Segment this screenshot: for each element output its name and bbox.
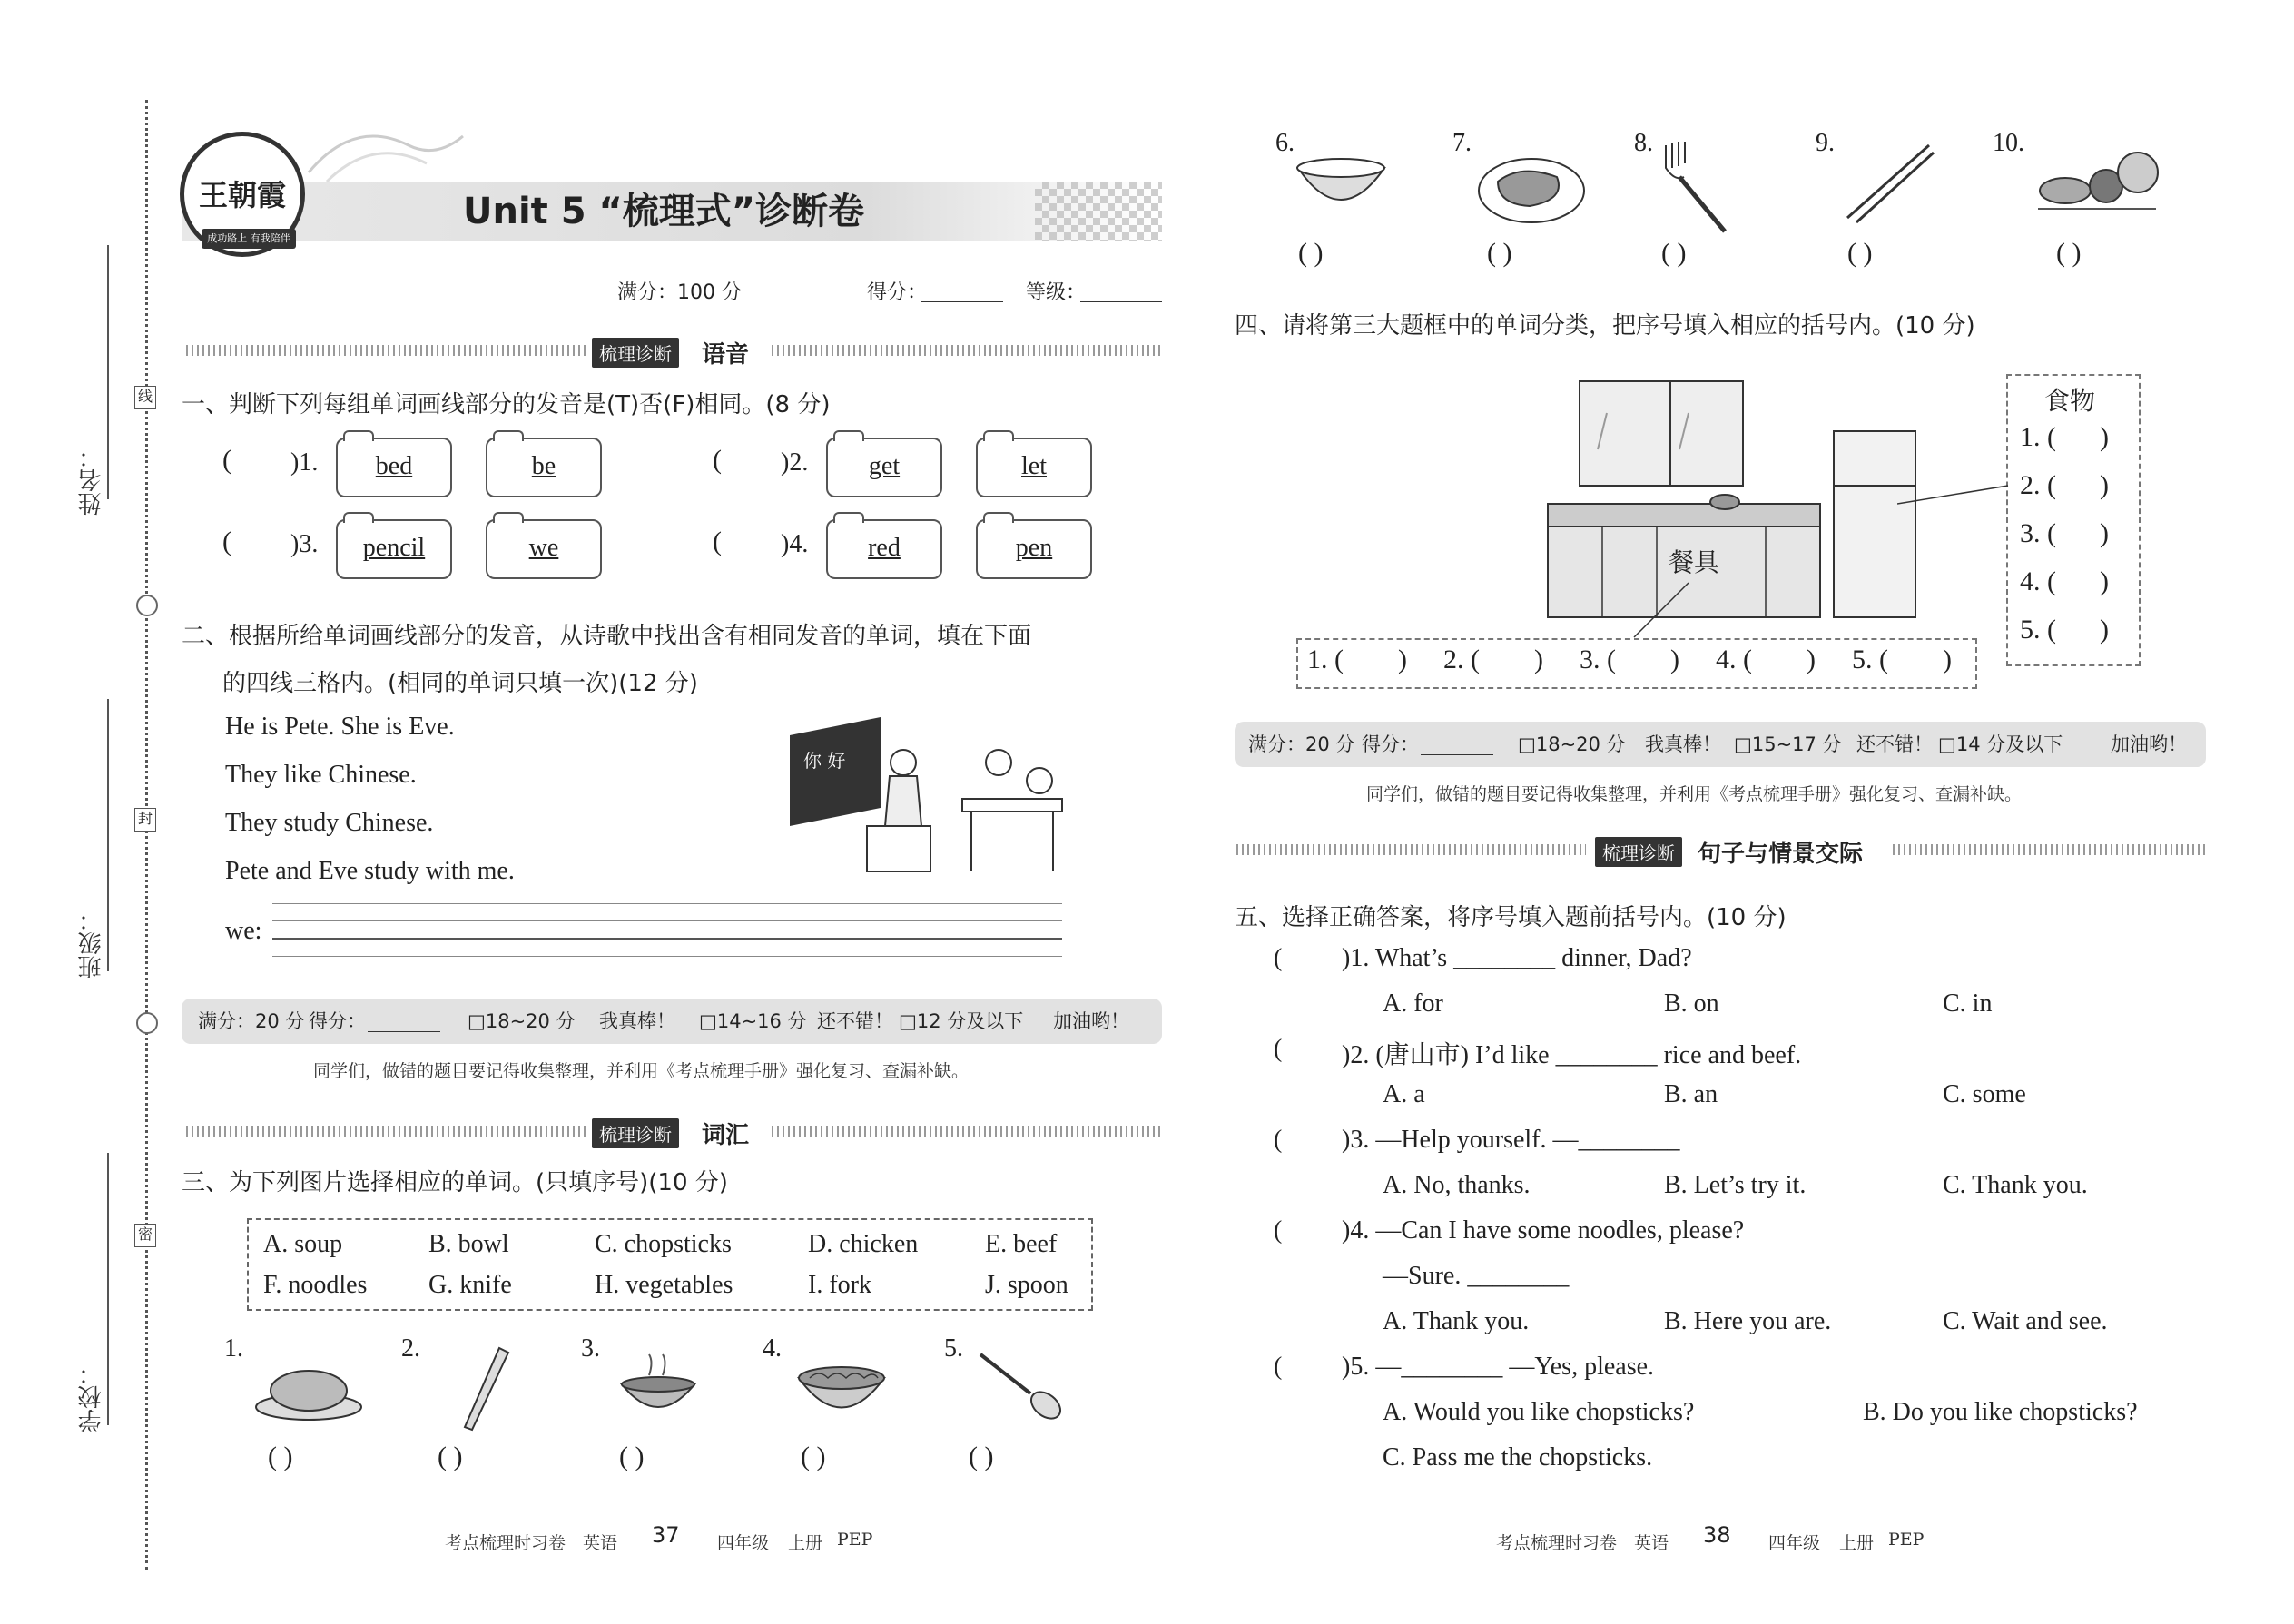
food-slot[interactable] (2020, 422, 2109, 453)
slot-open: 3. ( (2020, 518, 2056, 548)
section-tag: 梳理诊断 (592, 1118, 679, 1148)
food-slot[interactable] (2020, 615, 2109, 645)
word-card (486, 519, 602, 579)
word: red (868, 534, 901, 562)
food-slot[interactable] (2020, 566, 2109, 597)
tableware-slot[interactable] (1580, 645, 1679, 675)
slot-close: ) (1398, 645, 1407, 674)
name-label: 姓名： (78, 445, 105, 516)
answer-paren[interactable]: ( ) (801, 1442, 826, 1471)
seal-char-seal: 封 (134, 808, 156, 832)
poem-line: They like Chinese. (225, 761, 417, 789)
word-option: F. noodles (263, 1271, 368, 1299)
option-c: C. Thank you. (1943, 1171, 2088, 1199)
slot-close: ) (2100, 422, 2109, 452)
beef-picture (1475, 150, 1589, 227)
logo-ribbon: 成功路上 有我陪伴 (202, 229, 296, 249)
word-option: E. beef (985, 1230, 1058, 1258)
school-underline (107, 1153, 109, 1425)
answer-paren[interactable]: ( (1274, 1035, 1283, 1063)
score-obtained-blank[interactable] (368, 1031, 440, 1032)
page-number: 38 (1703, 1522, 1731, 1548)
blackboard-text: 你 好 (803, 750, 846, 772)
seal-char-dense: 密 (134, 1224, 156, 1247)
score-option-text: 还不错！ (817, 1010, 893, 1032)
score-full: 满分：20 分 (1248, 733, 1355, 755)
binding-dotted-line (145, 100, 148, 1570)
footer-book: 考点梳理时习卷 (445, 1533, 566, 1553)
word-option: G. knife (428, 1271, 512, 1299)
binding-hole-top (136, 595, 158, 616)
picture-number: 6. (1275, 129, 1295, 157)
word-card (336, 438, 452, 497)
option-b: B. Do you like chopsticks? (1863, 1398, 2138, 1426)
question-stem: )3. —Help yourself. —________ (1342, 1126, 1680, 1154)
option-c: C. in (1943, 989, 1993, 1018)
class-underline (107, 699, 109, 971)
slot-open: 3. ( (1580, 645, 1616, 674)
word-card (486, 438, 602, 497)
score-blank[interactable] (921, 301, 1003, 302)
picture-number: 5. (944, 1334, 963, 1363)
slot-open: 4. ( (2020, 566, 2056, 596)
word: we (528, 534, 559, 562)
score-full: 满分：20 分 (198, 1010, 305, 1032)
answer-paren[interactable]: ( ) (438, 1442, 463, 1471)
grade-label: 等级： (1026, 281, 1087, 304)
bowl-picture (1294, 150, 1389, 222)
answer-paren[interactable]: ( (222, 445, 231, 475)
answer-paren[interactable]: ( ) (1487, 238, 1512, 268)
score-label: 得分： (867, 281, 928, 304)
slot-close: ) (1534, 645, 1543, 674)
option-b: B. Let’s try it. (1664, 1171, 1807, 1199)
slot-open: 1. ( (1307, 645, 1344, 674)
option-a: A. Would you like chopsticks? (1383, 1398, 1695, 1426)
four-line-grid[interactable] (272, 903, 1062, 960)
food-pointer-line (1897, 481, 2011, 508)
word: pencil (362, 534, 426, 562)
tableware-slot[interactable] (1443, 645, 1543, 675)
word-card (976, 438, 1092, 497)
footer-grade: 四年级 (1768, 1533, 1821, 1553)
word-option: B. bowl (428, 1230, 509, 1258)
score-option-text: 我真棒！ (1645, 733, 1721, 755)
slot-open: 2. ( (2020, 470, 2056, 500)
seal-char-line: 线 (134, 386, 156, 409)
question-1-title: 一、判断下列每组单词画线部分的发音是(T)否(F)相同。(8 分) (182, 391, 831, 418)
tableware-slot[interactable] (1716, 645, 1816, 675)
grade-blank[interactable] (1080, 301, 1162, 302)
item-number: )4. (781, 530, 809, 558)
option-a: A. No, thanks. (1383, 1171, 1531, 1199)
soup-picture (613, 1353, 704, 1425)
picture-number: 2. (401, 1334, 420, 1363)
option-c: C. Pass me the chopsticks. (1383, 1443, 1653, 1471)
answer-paren[interactable]: ( ) (2056, 238, 2082, 268)
noodles-picture (792, 1351, 891, 1432)
word-option: C. chopsticks (595, 1230, 732, 1258)
score-option-text: 加油哟！ (1053, 1010, 1129, 1032)
word: bed (375, 452, 413, 480)
word: be (531, 452, 556, 480)
option-a: A. a (1383, 1080, 1425, 1108)
question-stem: )2. (唐山市) I’d like ________ rice and beef. (1342, 1041, 1802, 1069)
item-number: )3. (290, 530, 319, 558)
slot-open: 5. ( (1852, 645, 1888, 674)
score-option-text: 还不错！ (1856, 733, 1933, 755)
question-2-title-line1: 二、根据所给单词画线部分的发音，从诗歌中找出含有相同发音的单词，填在下面 (182, 623, 1032, 650)
option-c: C. some (1943, 1080, 2026, 1108)
name-underline (107, 245, 109, 499)
slot-open: 1. ( (2020, 422, 2056, 452)
banner-checker (1035, 182, 1162, 241)
section-divider-left (1236, 844, 1586, 855)
slot-close: ) (2100, 615, 2109, 645)
poem-line: He is Pete. She is Eve. (225, 713, 455, 741)
tableware-pointer-line (1629, 581, 1693, 640)
picture-number: 10. (1993, 129, 2024, 157)
question-4-title: 四、请将第三大题框中的单词分类，把序号填入相应的括号内。(10 分) (1235, 312, 1975, 340)
slot-close: ) (1807, 645, 1816, 674)
score-obtained-blank[interactable] (1421, 754, 1493, 755)
slot-close: ) (2100, 518, 2109, 548)
fork-picture (1661, 136, 1734, 236)
word-option: H. vegetables (595, 1271, 733, 1299)
option-a: A. for (1383, 989, 1443, 1018)
footer-subject: 英语 (1634, 1533, 1669, 1553)
word-option: J. spoon (985, 1271, 1068, 1299)
section-divider-right (772, 345, 1162, 356)
class-label: 班级： (78, 908, 105, 979)
picture-number: 3. (581, 1334, 600, 1363)
tableware-slot[interactable] (1307, 645, 1407, 675)
option-c: C. Wait and see. (1943, 1307, 2108, 1335)
answer-paren[interactable]: ( (1274, 1126, 1283, 1154)
item-number: )2. (781, 448, 809, 477)
section-divider-left (186, 1126, 586, 1137)
answer-paren[interactable]: ( (1274, 944, 1283, 972)
answer-paren[interactable]: ( (222, 527, 231, 556)
word-option: D. chicken (808, 1230, 919, 1258)
vegetables-picture (2029, 136, 2165, 227)
review-note: 同学们，做错的题目要记得收集整理，并利用《考点梳理手册》强化复习、查漏补缺。 (1366, 784, 2023, 804)
word: get (868, 452, 901, 480)
slot-close: ) (2100, 470, 2109, 500)
slot-close: ) (1670, 645, 1679, 674)
section-title-sentence: 句子与情景交际 (1698, 841, 1864, 868)
question-2-title-line2: 的四线三格内。(相同的单词只填一次)(12 分) (222, 670, 698, 697)
word-card (976, 519, 1092, 579)
picture-number: 9. (1816, 129, 1835, 157)
tableware-label: 餐具 (1669, 547, 1720, 577)
answer-paren[interactable]: ( ) (969, 1442, 994, 1471)
spoon-picture (971, 1343, 1071, 1425)
question-5-title: 五、选择正确答案，将序号填入题前括号内。(10 分) (1235, 904, 1787, 931)
binding-hole-bottom (136, 1012, 158, 1034)
food-slot[interactable] (2020, 518, 2109, 549)
chicken-picture (250, 1353, 368, 1425)
item-number: )1. (290, 448, 319, 477)
review-note: 同学们，做错的题目要记得收集整理，并利用《考点梳理手册》强化复习、查漏补缺。 (313, 1061, 970, 1081)
poem-line: They study Chinese. (225, 809, 434, 837)
logo-text: 王朝霞 (198, 178, 286, 212)
answer-paren[interactable]: ( ) (619, 1442, 645, 1471)
footer-edition: PEP (1888, 1530, 1925, 1550)
food-label: 食物 (2044, 386, 2096, 416)
word-card (336, 519, 452, 579)
answer-paren[interactable]: ( (713, 445, 722, 475)
slot-open: 4. ( (1716, 645, 1752, 674)
page-title: Unit 5 “梳理式”诊断卷 (463, 191, 865, 232)
answer-label-we: we: (225, 917, 262, 945)
footer-book: 考点梳理时习卷 (1496, 1533, 1618, 1553)
picture-number: 4. (763, 1334, 782, 1363)
option-b: B. Here you are. (1664, 1307, 1832, 1335)
question-stem: )4. —Can I have some noodles, please? (1342, 1216, 1745, 1245)
slot-close: ) (1943, 645, 1952, 674)
word-card (826, 438, 942, 497)
slot-close: ) (2100, 566, 2109, 596)
question-3-title: 三、为下列图片选择相应的单词。(只填序号)(10 分) (182, 1169, 728, 1196)
section-title-vocab: 词汇 (702, 1122, 750, 1149)
footer-grade: 四年级 (717, 1533, 770, 1553)
option-b: B. on (1664, 989, 1719, 1018)
picture-number: 7. (1452, 129, 1472, 157)
score-option[interactable]: □15~17 分 (1734, 733, 1842, 755)
section-tag: 梳理诊断 (592, 338, 679, 368)
word-option: I. fork (808, 1271, 871, 1299)
kitchen-illustration (1534, 377, 1934, 622)
section-tag: 梳理诊断 (1595, 837, 1682, 867)
score-option-text: 我真棒！ (599, 1010, 675, 1032)
word-card (826, 519, 942, 579)
word-option: A. soup (263, 1230, 343, 1258)
question-stem: )1. What’s ________ dinner, Dad? (1342, 944, 1692, 972)
slot-open: 2. ( (1443, 645, 1480, 674)
page-number: 37 (652, 1522, 680, 1548)
knife-picture (454, 1343, 517, 1434)
footer-term: 上册 (1839, 1533, 1875, 1553)
score-obtained-label: 得分： (309, 1010, 366, 1032)
score-obtained-label: 得分： (1362, 733, 1419, 755)
poem-line: Pete and Eve study with me. (225, 857, 515, 885)
answer-paren[interactable]: ( ) (1661, 238, 1687, 268)
section-title-phonics: 语音 (702, 341, 750, 369)
school-label: 学校： (78, 1362, 105, 1432)
ribbon-decoration (300, 109, 472, 191)
score-option[interactable]: □12 分及以下 (899, 1010, 1024, 1032)
answer-paren[interactable]: ( (713, 527, 722, 556)
full-score-label: 满分：100 分 (617, 281, 742, 304)
score-option[interactable]: □14~16 分 (699, 1010, 807, 1032)
word: let (1021, 452, 1047, 480)
picture-number: 1. (224, 1334, 243, 1363)
section-divider-right (1893, 844, 2206, 855)
tableware-slot[interactable] (1852, 645, 1952, 675)
question-stem-reply: —Sure. ________ (1383, 1262, 1570, 1290)
score-option[interactable]: □18~20 分 (468, 1010, 576, 1032)
section-divider-right (772, 1126, 1162, 1137)
section-divider-left (186, 345, 586, 356)
footer-edition: PEP (837, 1530, 873, 1550)
option-a: A. Thank you. (1383, 1307, 1530, 1335)
score-option[interactable]: □14 分及以下 (1938, 733, 2063, 755)
word: pen (1015, 534, 1053, 562)
question-stem: )5. —________ —Yes, please. (1342, 1353, 1655, 1381)
food-slot[interactable] (2020, 470, 2109, 501)
answer-paren[interactable]: ( ) (1298, 238, 1324, 268)
answer-paren[interactable]: ( (1274, 1353, 1283, 1381)
slot-open: 5. ( (2020, 615, 2056, 645)
footer-term: 上册 (788, 1533, 823, 1553)
footer-subject: 英语 (583, 1533, 618, 1553)
score-option-text: 加油哟！ (2111, 733, 2187, 755)
option-b: B. an (1664, 1080, 1718, 1108)
classroom-illustration (781, 708, 1071, 881)
score-option[interactable]: □18~20 分 (1518, 733, 1626, 755)
answer-paren[interactable]: ( (1274, 1216, 1283, 1245)
picture-number: 8. (1634, 129, 1653, 157)
answer-paren[interactable]: ( ) (1847, 238, 1873, 268)
chopsticks-picture (1838, 136, 1938, 227)
answer-paren[interactable]: ( ) (268, 1442, 293, 1471)
